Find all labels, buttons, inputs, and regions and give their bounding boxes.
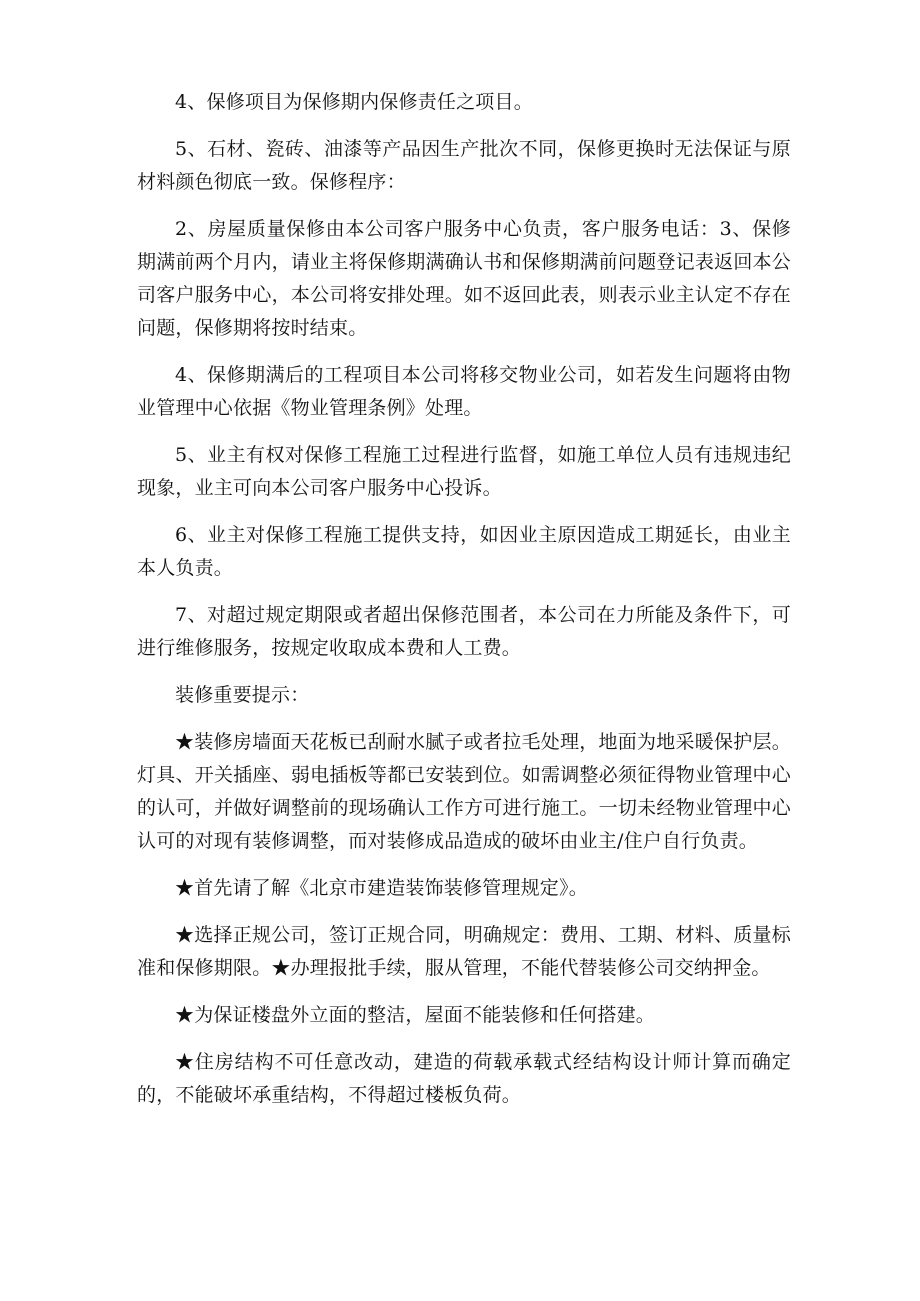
paragraph-tip-facade: ★为保证楼盘外立面的整洁，屋面不能装修和任何搭建。 (175, 1004, 656, 1026)
paragraph-tip-structure: ★住房结构不可任意改动，建造的荷载承载式经结构设计师计算而确定的，不能破坏承重结构，不得超过楼板负荷。 (137, 1051, 791, 1106)
paragraph-supervision: 5、业主有权对保修工程施工过程进行监督，如施工单位人员有违规违纪现象，业主可向本公司客户服务中心投诉。 (137, 444, 791, 499)
paragraph-after-expiry: 4、保修期满后的工程项目本公司将移交物业公司，如若发生问题将由物业管理中心依据《物业管理条例》处理。 (137, 364, 791, 419)
paragraph-out-of-scope: 7、对超过规定期限或者超出保修范围者，本公司在力所能及条件下，可进行维修服务，按规定收取成本费和人工费。 (137, 604, 791, 659)
section-heading-renovation-tips: 装修重要提示： (175, 684, 310, 706)
paragraph-service-center: 2、房屋质量保修由本公司客户服务中心负责，客户服务电话：3、保修期满前两个月内，请业主将保修期满确认书和保修期满前问题登记表返回本公司客户服务中心，本公司将安排处理。如不返回此表，则表示业主认定不存在问题，保修期将按时结束。 (137, 218, 791, 339)
paragraph-tip-existing-finish: ★装修房墙面天花板已刮耐水腻子或者拉毛处理，地面为地采暖保护层。灯具、开关插座、弱电插板等都已安装到位。如需调整必须征得物业管理中心的认可，并做好调整前的现场确认工作方可进行施工。一切未经物业管理中心认可的对现有装修调整，而对装修成品造成的破坏由业主/住户自行负责。 (137, 731, 791, 852)
paragraph-warranty-scope: 4、保修项目为保修期内保修责任之项目。 (175, 91, 533, 113)
paragraph-tip-regulations: ★首先请了解《北京市建造装饰装修管理规定》。 (175, 877, 588, 899)
paragraph-tip-contract: ★选择正规公司，签订正规合同，明确规定：费用、工期、材料、质量标准和保修期限。★办理报批手续，服从管理，不能代替装修公司交纳押金。 (137, 924, 791, 979)
paragraph-owner-support: 6、业主对保修工程施工提供支持，如因业主原因造成工期延长，由业主本人负责。 (137, 524, 791, 579)
paragraph-color-difference: 5、石材、瓷砖、油漆等产品因生产批次不同，保修更换时无法保证与原材料颜色彻底一致。保修程序： (137, 138, 791, 193)
document-body (137, 86, 791, 1126)
